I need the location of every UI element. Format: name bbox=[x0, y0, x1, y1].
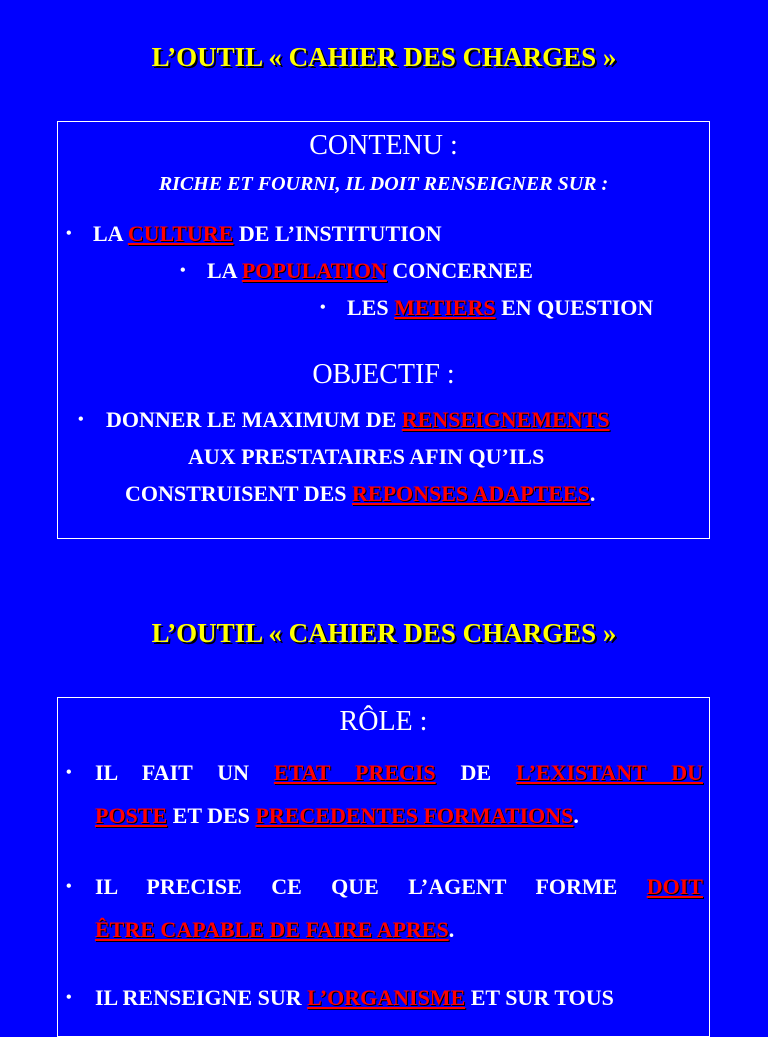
role-text: IL FAIT UN bbox=[95, 760, 274, 785]
slide2-content-box bbox=[57, 697, 710, 1037]
bullet-marker: • bbox=[320, 299, 326, 316]
highlight-culture: CULTURE bbox=[127, 221, 234, 246]
highlight-precedentes-formations: PRECEDENTES FORMATIONS bbox=[255, 803, 574, 828]
bullet-text: LA bbox=[207, 258, 242, 283]
role-text: . bbox=[448, 917, 455, 942]
objectif-text: CONSTRUISENT DES bbox=[125, 481, 353, 506]
highlight-population: POPULATION bbox=[241, 258, 387, 283]
role-text: IL PRECISE CE QUE L’AGENT FORME bbox=[95, 874, 647, 899]
highlight-metiers: METIERS bbox=[394, 295, 496, 320]
role-text: . bbox=[573, 803, 579, 828]
highlight-organisme: L’ORGANISME bbox=[307, 985, 466, 1010]
objectif-text: . bbox=[589, 481, 596, 506]
role-b3-line-1 bbox=[95, 985, 614, 1011]
objectif-heading: OBJECTIF : bbox=[312, 359, 455, 390]
role-text: DE bbox=[435, 760, 516, 785]
role-b2-line-2 bbox=[95, 917, 454, 943]
bullet-text: EN QUESTION bbox=[495, 295, 654, 320]
bullet-marker: • bbox=[66, 225, 72, 242]
role-text: ET DES bbox=[167, 803, 256, 828]
highlight-poste: POSTE bbox=[95, 803, 168, 828]
slide2-title: L’OUTIL « CAHIER DES CHARGES » bbox=[151, 618, 617, 648]
highlight-existant: L’EXISTANT DU bbox=[515, 760, 703, 785]
bullet-marker: • bbox=[66, 764, 72, 781]
bullet-population bbox=[207, 258, 533, 284]
contenu-heading: CONTENU : bbox=[309, 130, 458, 161]
highlight-etre-capable: ÊTRE CAPABLE DE FAIRE APRES bbox=[95, 917, 449, 942]
bullet-text: CONCERNEE bbox=[386, 258, 533, 283]
bullet-marker: • bbox=[78, 411, 84, 428]
objectif-line-2: AUX PRESTATAIRES AFIN QU’ILS bbox=[188, 444, 545, 469]
role-b1-line-2 bbox=[95, 803, 579, 829]
highlight-doit: DOIT bbox=[646, 874, 703, 899]
highlight-renseignements: RENSEIGNEMENTS bbox=[401, 407, 610, 432]
bullet-metiers bbox=[347, 295, 653, 321]
objectif-line-3 bbox=[125, 481, 595, 507]
bullet-marker: • bbox=[66, 989, 72, 1006]
bullet-marker: • bbox=[180, 262, 186, 279]
contenu-subtitle: RICHE ET FOURNI, IL DOIT RENSEIGNER SUR : bbox=[158, 173, 609, 195]
bullet-marker: • bbox=[66, 878, 72, 895]
role-heading: RÔLE : bbox=[339, 706, 428, 737]
role-text: ET SUR TOUS bbox=[465, 985, 614, 1010]
bullet-text: DE L’INSTITUTION bbox=[233, 221, 442, 246]
highlight-etat-precis: ETAT PRECIS bbox=[273, 760, 436, 785]
slide1-title: L’OUTIL « CAHIER DES CHARGES » bbox=[151, 42, 617, 72]
highlight-reponses-adaptees: REPONSES ADAPTEES bbox=[352, 481, 590, 506]
role-b1-line-1 bbox=[95, 760, 703, 786]
objectif-text: DONNER LE MAXIMUM DE bbox=[106, 407, 402, 432]
slide1-content-box bbox=[57, 121, 710, 539]
bullet-text: LES bbox=[347, 295, 395, 320]
bullet-culture bbox=[93, 221, 442, 247]
role-b2-line-1 bbox=[95, 874, 703, 900]
objectif-line-1 bbox=[106, 407, 610, 433]
bullet-text: LA bbox=[93, 221, 128, 246]
role-text: IL RENSEIGNE SUR bbox=[95, 985, 308, 1010]
